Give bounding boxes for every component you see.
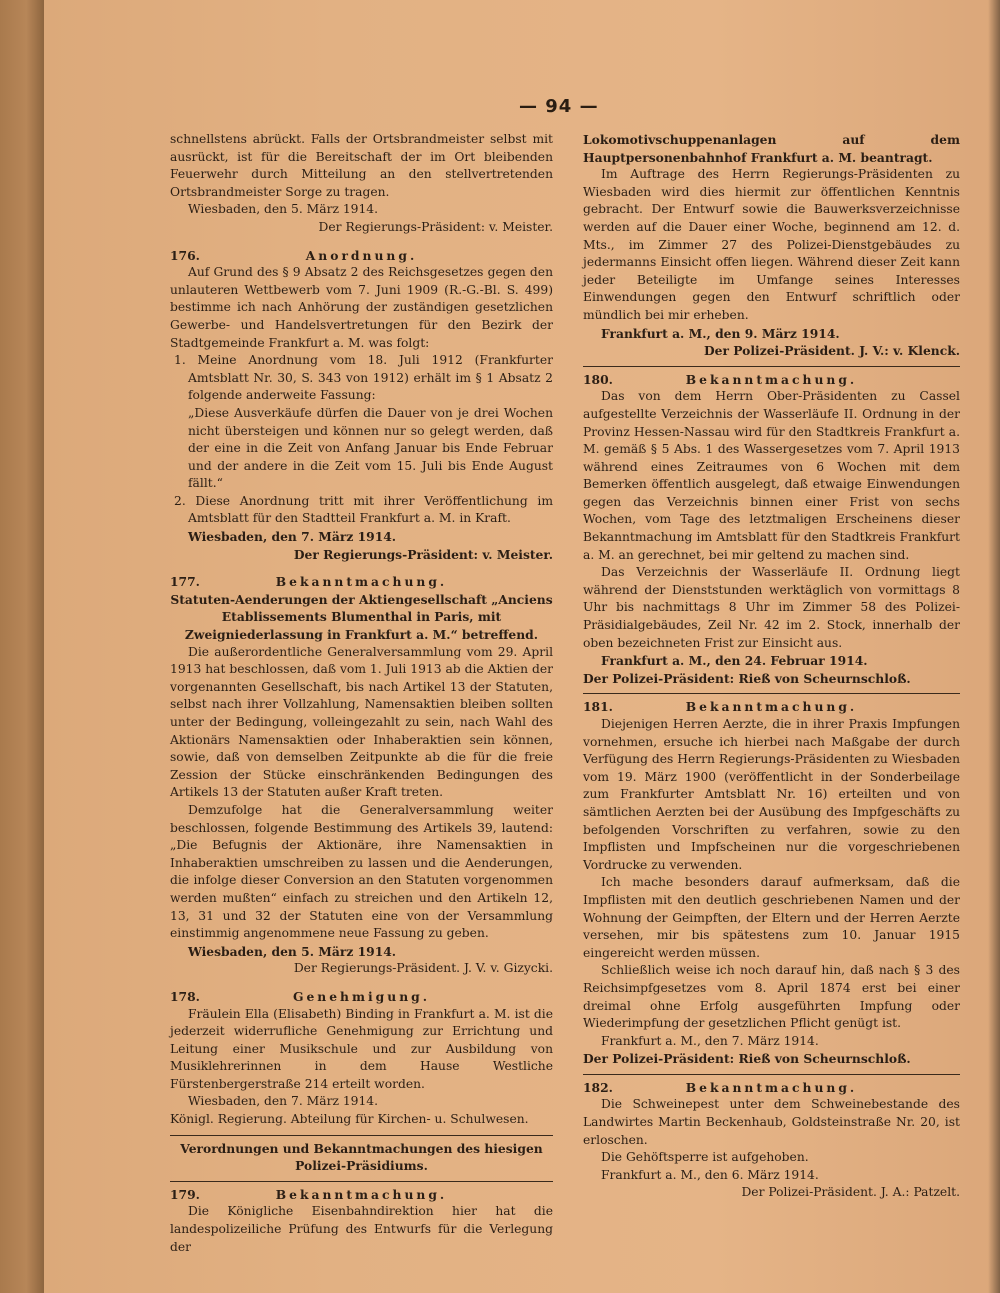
signature: Der Regierungs-Präsident: v. Meister. <box>318 219 553 234</box>
paragraph: Die Schweinepest unter dem Schweinebestande des Landwirtes Martin Beckenhaub, Goldsteinstraße Nr. 20, ist erloschen. <box>583 1097 960 1147</box>
continued-paragraph: schnellstens abrückt. Falls der Ortsbrandmeister selbst mit ausrückt, ist für die Bereitschaft der im Ort bleibenden Feuerwehr durch Mitteilung an den stellvertretenden Ortsbrandmeister Sorge zu tragen. <box>170 132 553 199</box>
section-title: Bekanntmachung. <box>685 371 858 387</box>
section-number: 177. <box>170 574 200 590</box>
section-179-heading <box>170 1186 553 1204</box>
signature: Der Polizei-Präsident: Rieß von Scheurnschloß. <box>583 1051 911 1067</box>
list-item: 2. Diese Anordnung tritt mit ihrer Veröffentlichung im Amtsblatt für den Stadtteil Frankfurt a. M. in Kraft. <box>174 493 553 526</box>
divider <box>583 693 960 694</box>
section-title: Bekanntmachung. <box>275 1186 448 1202</box>
divider <box>170 1135 553 1136</box>
paragraph: Die Königliche Eisenbahndirektion hier hat die landespolizeiliche Prüfung des Entwurfs für die Verlegung der <box>170 1204 553 1254</box>
signature: Der Regierungs-Präsident. J. V. v. Gizycki. <box>293 961 553 976</box>
paragraph: Fräulein Ella (Elisabeth) Binding in Frankfurt a. M. ist die jederzeit widerrufliche Genehmigung zur Errichtung und Leitung einer Musikschule und zur Ausbildung von Musiklehrerinnen in dem Hause Westliche Fürstenbergerstraße 214 erteilt worden. <box>170 1006 553 1091</box>
signature: Der Polizei-Präsident. J. A.: Patzelt. <box>741 1185 960 1200</box>
paragraph: Im Auftrage des Herrn Regierungs-Präsidenten zu Wiesbaden wird dies hiermit zur öffentlichen Kenntnis gebracht. Der Entwurf sowie die Bauwerksverzeichnisse werden auf die Dauer einer Woche, beginnend am 12. d. Mts., im Zimmer 27 des Polizei-Dienstgebäudes zu jedermanns Einsicht offen liegen. Während dieser Zeit kann jeder Beteiligte im Umfange seines Interesses Einwendungen gegen den Entwurf schriftlich oder mündlich bei mir erheben. <box>583 167 960 322</box>
place-date: Frankfurt a. M., den 6. März 1914. <box>601 1167 819 1182</box>
section-number: 176. <box>170 247 200 263</box>
section-182-heading <box>583 1079 960 1097</box>
book-cover-edge <box>0 0 45 1293</box>
section-title: Bekanntmachung. <box>275 574 448 590</box>
section-title: Genehmigung. <box>292 988 431 1004</box>
section-176-heading <box>170 247 553 265</box>
section-title: Anordnung. <box>305 247 418 263</box>
list-item: 1. Meine Anordnung vom 18. Juli 1912 (Frankfurter Amtsblatt Nr. 30, S. 343 von 1912) erhält im § 1 Absatz 2 folgende anderweite Fassung: <box>174 353 553 403</box>
signature: Der Polizei-Präsident. J. V.: v. Klenck. <box>704 343 960 359</box>
place-date: Wiesbaden, den 5. März 1914. <box>188 202 379 217</box>
paragraph: Demzufolge hat die Generalversammlung weiter beschlossen, folgende Bestimmung des Artikels 39, lautend: „Die Befugnis der Aktionäre, ihre Namensaktien in Inhaberaktien umschreiben zu lassen und die Aenderungen, die infolge dieser Conversion an den Statuten vorgenommen werden mußten“ einfach zu streichen und den Artikeln 12, 13, 31 und 32 der Statuten eine von der Versammlung einstimmig angenommene neue Fassung zu geben. <box>170 802 553 941</box>
paragraph: Diejenigen Herren Aerzte, die in ihrer Praxis Impfungen vornehmen, ersuche ich hierbei nach Maßgabe der durch Verfügung des Herrn Regierungs-Präsidenten zu Wiesbaden vom 19. März 1900 (veröffentlicht in der Sonderbeilage zum Frankfurter Amtsblatt Nr. 16) erteilten und von sämtlichen Aerzten bei der Ausübung des Impfgeschäfts zu befolgenden Vorschriften zu verfahren, sowie zu den Impflisten und Impfscheinen nur die vorgeschriebenen Vordrucke zu verwenden. <box>583 717 960 872</box>
paragraph: Die außerordentliche Generalversammlung vom 29. April 1913 hat beschlossen, daß vom 1. Juli 1913 ab die Aktien der vorgenannten Gesellschaft, bis nach Artikel 13 der Statuten, selbst nach ihrer Vollzahlung, Namensaktien bleiben sollten unter der Bedingung, volleingezahlt zu sein, nach Wahl des Aktionärs Namensaktien oder Inhaberaktien sein können, sowie, daß von demselben Zeitpunkte ab die für die freie Zession der Stücke einschränkenden Bedingungen des Artikels 13 der Statuten außer Kraft treten. <box>170 644 553 800</box>
paragraph: Das von dem Herrn Ober-Präsidenten zu Cassel aufgestellte Verzeichnis der Wasserläufe II. Ordnung in der Provinz Hessen-Nassau wird für den Stadtkreis Frankfurt a. M. gemäß § 5 Abs. 1 des Wassergesetzes vom 7. April 1913 während eines Zeitraumes von 6 Wochen mit dem Bemerken öffentlich ausgelegt, daß etwaige Einwendungen gegen das Verzeichnis binnen einer Frist von sechs Wochen, vom Tage des letztmaligen Erscheinens dieser Bekanntmachung im Amtsblatt für den Stadtkreis Frankfurt a. M. an gerechnet, bei mir geltend zu machen sind. <box>583 389 960 562</box>
section-subtitle: Statuten-Aenderungen der Aktiengesellschaft „Anciens Etablissements Blumenthal in Paris, mit Zweigniederlassung in Frankfurt a. M.“ betreffend. <box>170 591 553 643</box>
signature: Königl. Regierung. Abteilung für Kirchen- u. Schulwesen. <box>170 1112 529 1127</box>
continued-paragraph: Lokomotivschuppenanlagen auf dem Hauptpersonenbahnhof Frankfurt a. M. beantragt. <box>583 132 960 165</box>
section-number: 179. <box>170 1186 200 1202</box>
section-heading: Verordnungen und Bekanntmachungen des hiesigen Polizei-Präsidiums. <box>180 1140 543 1174</box>
place-date: Frankfurt a. M., den 9. März 1914. <box>601 325 840 341</box>
paragraph: Auf Grund des § 9 Absatz 2 des Reichsgesetzes gegen den unlauteren Wettbewerb vom 7. Juni 1909 (R.-G.-Bl. S. 499) bestimme ich nach Anhörung der zuständigen gesetzlichen Gewerbe- und Handelsvertretungen für den Bezirk der Stadtgemeinde Frankfurt a. M. was folgt: <box>170 265 553 350</box>
section-177-heading <box>170 573 553 591</box>
place-date: Frankfurt a. M., den 7. März 1914. <box>601 1033 819 1048</box>
section-180-heading <box>583 371 960 389</box>
section-181-heading <box>583 698 960 716</box>
divider <box>583 366 960 367</box>
paragraph: Ich mache besonders darauf aufmerksam, daß die Impflisten mit den deutlich geschriebenen Namen und der Wohnung der Geimpften, der Eltern und der Herren Aerzte versehen, mir bis spätestens zum 10. Januar 1915 eingereicht werden müssen. <box>583 875 960 960</box>
place-date: Wiesbaden, den 7. März 1914. <box>188 529 397 545</box>
section-number: 178. <box>170 988 200 1004</box>
place-date: Wiesbaden, den 5. März 1914. <box>188 943 397 959</box>
paragraph: Schließlich weise ich noch darauf hin, daß nach § 3 des Reichsimpfgesetzes vom 8. April 1874 erst bei einer dreimal ohne Erfolg ausgeführten Impfung oder Wiederimpfung der gesetzlichen Pflicht genügt ist. <box>583 963 960 1031</box>
section-178-heading <box>170 988 553 1006</box>
binding-shadow <box>988 0 1000 1293</box>
paragraph: Das Verzeichnis der Wasserläufe II. Ordnung liegt während der Dienststunden werktäglich von vormittags 8 Uhr bis nachmittags 8 Uhr im Zimmer 58 des Polizei-Präsidialgebäudes, Zeil Nr. 42 im 2. Stock, innerhalb der oben bezeichneten Frist zur Einsicht aus. <box>583 565 960 650</box>
section-title: Bekanntmachung. <box>685 699 858 715</box>
signature: Der Polizei-Präsident: Rieß von Scheurnschloß. <box>583 670 911 686</box>
signature: Der Regierungs-Präsident: v. Meister. <box>293 546 553 562</box>
quotation: „Diese Ausverkäufe dürfen die Dauer von je drei Wochen nicht übersteigen und können nur so gelegt werden, daß der eine in die Zeit von Anfang Januar bis Ende Februar und der andere in die Zeit vom 15. Juli bis Ende August fällt.“ <box>188 405 553 491</box>
place-date: Wiesbaden, den 7. März 1914. <box>188 1094 379 1109</box>
section-number: 181. <box>583 699 613 715</box>
section-number: 182. <box>583 1079 613 1095</box>
section-number: 180. <box>583 371 613 387</box>
left-column <box>170 131 553 1256</box>
right-column <box>583 131 960 1202</box>
page-number: — 94 — <box>519 96 599 117</box>
divider <box>170 1181 553 1182</box>
section-title: Bekanntmachung. <box>685 1079 858 1095</box>
paragraph: Die Gehöftsperre ist aufgehoben. <box>601 1150 809 1165</box>
place-date: Frankfurt a. M., den 24. Februar 1914. <box>601 653 868 669</box>
divider <box>583 1074 960 1075</box>
